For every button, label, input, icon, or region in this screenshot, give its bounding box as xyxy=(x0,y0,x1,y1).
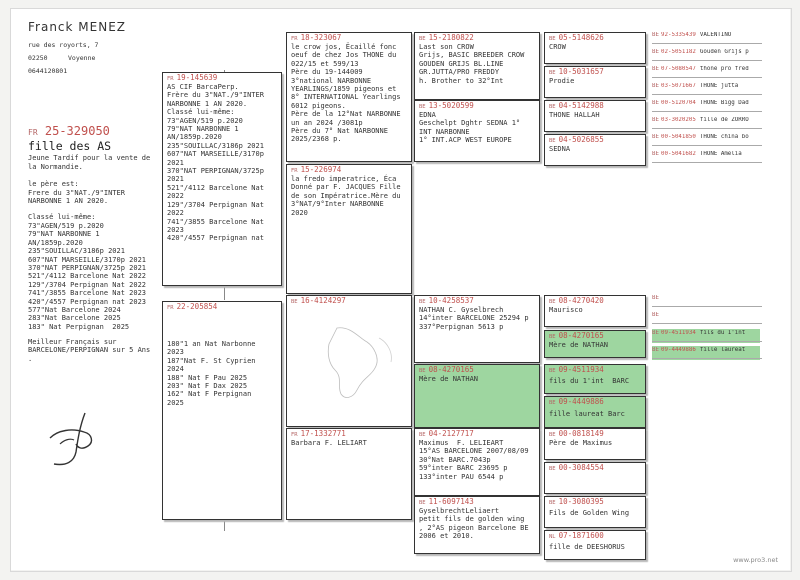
gen4-8-lines xyxy=(549,410,625,418)
pedigree-line: Grijs, BASIC BREEDER CROW xyxy=(419,51,525,60)
gen4-11-ring: 10-3080395 xyxy=(558,497,604,506)
pedigree-line: THONE HALLAH xyxy=(549,111,600,119)
gen3-2-country: BE xyxy=(419,104,426,110)
pedigree-line: h. Brother to 32°Int xyxy=(419,76,504,85)
gen5-underline xyxy=(652,341,762,342)
gen4-8-ring: 09-4449886 xyxy=(558,397,604,406)
gen5-underline xyxy=(652,77,762,78)
sire-line: 607"NAT MARSEILLE/3170p xyxy=(167,150,264,159)
gen3-2-lines xyxy=(419,111,520,145)
gen2-4-country: FR xyxy=(291,432,298,438)
gen3-5-lines xyxy=(419,439,529,481)
pedigree-line: 3°national NARBONNE xyxy=(291,76,372,85)
gen5-country: BE xyxy=(652,295,659,301)
gen4-box-7[interactable] xyxy=(544,364,646,394)
pedigree-line: petit fils de golden wing xyxy=(419,515,525,524)
gen5-text: THONE Amelia xyxy=(699,151,742,157)
footer-url: www.pro3.net xyxy=(733,556,778,564)
dam-line: 2025 xyxy=(167,398,184,407)
gen3-4-lines xyxy=(419,375,478,383)
gen2-1-ring: 18-323067 xyxy=(300,33,342,42)
gen4-box-11[interactable] xyxy=(544,496,646,528)
dam-line: 188" Nat F Pau 2025 xyxy=(167,373,248,382)
subject-name: fille des AS xyxy=(28,139,112,153)
dam-ring xyxy=(167,302,217,313)
subject-classe-line: 283"Nat Barcelone 2025 xyxy=(28,314,121,323)
gen2-3-ring: 16-4124297 xyxy=(300,296,346,305)
subject-country: FR xyxy=(28,128,38,137)
gen4-box-10[interactable] xyxy=(544,462,646,494)
pedigree-line: GOUDEN GRIJS BL.LINE xyxy=(419,59,504,68)
gen5-underline xyxy=(652,43,762,44)
gen5-underline xyxy=(652,358,762,359)
gen5-country: BE xyxy=(652,100,659,106)
pedigree-line: un an 2024 /3081p xyxy=(291,118,363,127)
pedigree-line: 133°inter PAU 6544 p xyxy=(419,472,504,481)
owner-phone: 0644120801 xyxy=(28,67,68,75)
gen3-1-country: BE xyxy=(419,36,426,42)
gen5-text: fille de ZORRO xyxy=(699,117,749,123)
pedigree-line: Maximus F. LELIEART xyxy=(419,439,504,447)
pedigree-line: 6012 pigeons. xyxy=(291,101,346,110)
sire-line: 420"/4557 Perpignan nat xyxy=(167,234,264,243)
gen4-6-country: BE xyxy=(549,334,556,340)
gen4-4-ring: 04-5026855 xyxy=(558,135,604,144)
gen4-2-lines xyxy=(549,77,574,85)
owner-street: rue des royorts, 7 xyxy=(28,41,99,49)
subject-line2: la Normandie. xyxy=(28,162,83,171)
gen2-box-2[interactable] xyxy=(286,164,412,294)
gen4-9-country: BE xyxy=(549,432,556,438)
gen4-7-country: BE xyxy=(549,368,556,374)
pedigree-line: de son Impératrice.Mère du xyxy=(291,191,401,200)
dam-ring-number: 22-205854 xyxy=(176,302,218,311)
gen3-2-ring: 13-5020599 xyxy=(428,101,474,110)
pedigree-line: Père du 7° Nat NARBONNE xyxy=(291,127,388,136)
gen4-7-ring: 09-4511934 xyxy=(558,365,604,374)
gen3-box-1[interactable] xyxy=(414,32,540,100)
gen3-box-6[interactable] xyxy=(414,496,540,554)
gen3-3-ring: 10-4258537 xyxy=(428,296,474,305)
pedigree-line: 8° INTERNATIONAL Yearlings xyxy=(291,93,401,102)
gen4-1-country: BE xyxy=(549,36,556,42)
pedigree-line: 15°AS BARCELONE 2007/08/09 xyxy=(419,447,529,456)
gen4-box-4[interactable] xyxy=(544,134,646,166)
gen5-ring: 02-5051182 xyxy=(660,49,696,55)
gen5-underline xyxy=(652,128,762,129)
gen2-box-1[interactable] xyxy=(286,32,412,162)
pedigree-line: 3°NAT/9°Inter NARBONNE xyxy=(291,200,384,209)
gen3-1-ring: 15-2180822 xyxy=(428,33,474,42)
pedigree-sheet xyxy=(10,8,790,570)
owner-zip: 02250 xyxy=(28,54,48,62)
gen5-text: fille laureat xyxy=(699,347,746,353)
subject-classe-line: 607"NAT MARSEILLE/3170p 2021 xyxy=(28,255,147,264)
dam-line: 187"Nat F. St Cyprien xyxy=(167,356,256,365)
dam-line: 162" Nat F Perpignan xyxy=(167,390,252,399)
pedigree-line: la fredo imperatrice, Éca xyxy=(291,175,397,183)
dam-box[interactable] xyxy=(162,301,282,520)
pedigree-line: Mère de NATHAN xyxy=(549,341,609,349)
pedigree-line: 2025/2368 p. xyxy=(291,135,342,144)
gen3-6-ring: 11-6097143 xyxy=(428,497,474,506)
gen5-underline xyxy=(652,60,762,61)
gen4-box-12[interactable] xyxy=(544,530,646,560)
gen5-country: BE xyxy=(652,117,659,123)
gen4-5-country: BE xyxy=(549,299,556,305)
pedigree-line: Fils de Golden Wing xyxy=(549,509,630,517)
gen3-box-3[interactable] xyxy=(414,295,540,363)
gen3-box-5[interactable] xyxy=(414,428,540,496)
gen4-9-ring: 00-0818149 xyxy=(558,429,604,438)
subject-classe-line: 741"/3855 Barcelone Nat 2023 xyxy=(28,289,147,298)
pedigree-line: 022/15 et 599/13 xyxy=(291,59,359,68)
gen5-country: BE xyxy=(652,49,659,55)
subject-classe-line: AN/1859p.2020 xyxy=(28,238,83,247)
pedigree-line: Mère de NATHAN xyxy=(419,375,479,383)
sire-line: 73"AGEN/519 p.2020 xyxy=(167,116,243,125)
gen5-text: thone pro fred xyxy=(699,66,749,72)
sire-line: 741"/3855 Barcelone Nat xyxy=(167,217,264,226)
gen4-1-ring: 05-5148626 xyxy=(558,33,604,42)
gen5-underline xyxy=(652,162,762,163)
gen4-2-country: BE xyxy=(549,70,556,76)
gen4-box-8[interactable] xyxy=(544,396,646,428)
gen4-2-ring: 10-5031657 xyxy=(558,67,604,76)
gen3-6-lines xyxy=(419,507,529,541)
gen2-4-ring: 17-1332771 xyxy=(300,429,346,438)
owner-name: Franck MENEZ xyxy=(28,20,126,34)
gen4-12-ring: 07-1871600 xyxy=(558,531,604,540)
gen5-underline xyxy=(652,306,762,307)
subject-classe-line: 79"NAT NARBONNE 1 xyxy=(28,230,100,239)
sire-line: Frère du 3"NAT./9"INTER xyxy=(167,91,264,100)
gen3-5-country: BE xyxy=(419,432,426,438)
gen5-text: VALENTINO xyxy=(699,32,732,38)
dam-line: 180"1 an Nat Narbonne xyxy=(167,340,256,348)
subject-best-line: Meilleur Français sur xyxy=(28,338,117,346)
gen5-ring: 00-5120704 xyxy=(660,100,696,106)
gen3-3-lines xyxy=(419,306,529,331)
gen4-box-3[interactable] xyxy=(544,100,646,132)
subject-classe-line: 183" Nat Perpignan 2025 xyxy=(28,322,130,331)
gen2-3-country: BE xyxy=(291,299,298,305)
subject-classe-line: 420"/4557 Perpignan nat 2023 xyxy=(28,297,147,306)
sire-line: 370"NAT PERPIGNAN/3725p xyxy=(167,167,264,176)
gen5-ring: 92-5335439 xyxy=(660,32,696,38)
sire-line: 2021 xyxy=(167,175,184,184)
gen3-box-4[interactable] xyxy=(414,364,540,428)
pedigree-line: YEARLINGS/1859 pigeons et xyxy=(291,85,397,94)
gen3-5-ring: 04-2127717 xyxy=(428,429,474,438)
pedigree-line: Donné par F. JACQUES Fille xyxy=(291,183,401,192)
dam-line: 2023 xyxy=(167,348,184,357)
gen4-box-6[interactable] xyxy=(544,330,646,358)
gen5-underline xyxy=(652,145,762,146)
sire-ring-number: 19-145639 xyxy=(176,73,218,82)
pedigree-line: Père du 19-144009 xyxy=(291,68,363,77)
gen4-5-ring: 08-4270420 xyxy=(558,296,604,305)
subject-best-line: BARCELONE/PERPIGNAN sur 5 Ans xyxy=(28,346,151,355)
subject-classe-line: 73"AGEN/519 p.2020 xyxy=(28,222,104,230)
gen4-3-country: BE xyxy=(549,104,556,110)
gen5-country: BE xyxy=(652,83,659,89)
sire-country: FR xyxy=(167,76,174,82)
gen4-12-lines xyxy=(549,543,625,551)
gen4-11-country: BE xyxy=(549,500,556,506)
gen4-box-2[interactable] xyxy=(544,66,646,98)
pedigree-line: 337°Perpignan 5613 p xyxy=(419,322,504,331)
sire-box[interactable] xyxy=(162,72,282,286)
gen5-country: BE xyxy=(652,151,659,157)
sire-line: 2022 xyxy=(167,192,184,201)
pedigree-line: EDNA xyxy=(419,111,436,119)
gen4-10-ring: 00-3084554 xyxy=(558,463,604,472)
gen2-1-lines xyxy=(291,43,401,144)
gen4-box-9[interactable] xyxy=(544,428,646,460)
gen4-8-country: BE xyxy=(549,400,556,406)
gen5-text: THONE jutta xyxy=(699,83,739,89)
gen5-underline xyxy=(652,323,762,324)
pedigree-line: GyselbrechtLeliaert xyxy=(419,507,500,515)
gen4-6-lines xyxy=(549,341,608,349)
gen4-7-lines xyxy=(549,377,629,385)
subject-sire-head: le père est: xyxy=(28,180,79,188)
subject-classe-line: 129"/3704 Perpignan Nat 2022 xyxy=(28,280,147,289)
pedigree-line: 1° INT.ACP WEST EUROPE xyxy=(419,136,512,145)
pedigree-line: oeuf de chez Jos THONE du xyxy=(291,51,397,60)
gen2-2-lines xyxy=(291,175,401,217)
subject-sire-line: NARBONNE 1 AN 2020. xyxy=(28,196,109,205)
pedigree-line: fille laureat Barc xyxy=(549,410,625,418)
gen5-text: Gouden Grijs p xyxy=(699,49,749,55)
gen4-4-lines xyxy=(549,145,570,153)
pedigree-line: Last son CROW xyxy=(419,43,474,51)
gen4-box-1[interactable] xyxy=(544,32,646,64)
gen5-country: BE xyxy=(652,32,659,38)
gen4-1-lines xyxy=(549,43,566,51)
pedigree-line: , 2°AS pigeon Barcelone BE xyxy=(419,523,529,532)
gen4-9-lines xyxy=(549,439,612,447)
gen2-2-country: FR xyxy=(291,168,298,174)
sire-line: 521"/4112 Barcelone Nat xyxy=(167,183,264,192)
pedigree-line: 2006 et 2010. xyxy=(419,532,474,541)
gen5-ring: 07-5080547 xyxy=(660,66,696,72)
subject-ring-number: 25-329050 xyxy=(44,124,110,138)
subject-classe-line: 521"/4112 Barcelone Nat 2022 xyxy=(28,272,147,281)
dam-line: 203" Nat F Dax 2025 xyxy=(167,382,248,391)
gen4-3-ring: 04-5142988 xyxy=(558,101,604,110)
sire-line: NARBONNE 1 AN 2020. xyxy=(167,99,248,108)
gen4-11-lines xyxy=(549,509,629,517)
gen2-1-country: FR xyxy=(291,36,298,42)
gen4-box-5[interactable] xyxy=(544,295,646,327)
pedigree-line: INT NARBONNE xyxy=(419,127,470,136)
dam-lines xyxy=(167,340,256,407)
sire-line: 235"SOUILLAC/3186p 2021 xyxy=(167,141,264,150)
pedigree-line: NATHAN C. Gyselbrech xyxy=(419,306,504,314)
gen4-10-country: BE xyxy=(549,466,556,472)
subject-sire-line: Frere du 3"NAT./9"INTER xyxy=(28,188,125,197)
pedigree-line: fils du 1'int BARC xyxy=(549,377,630,385)
dam-line: 2024 xyxy=(167,365,184,374)
pedigree-line: GR.JUTTA/PRO FREDDY xyxy=(419,68,500,77)
gen3-4-country: BE xyxy=(419,368,426,374)
gen5-ring: 09-4449886 xyxy=(660,347,696,353)
subject-classe-line: 577"Nat Barcelone 2024 xyxy=(28,306,121,315)
gen5-country: BE xyxy=(652,134,659,140)
gen5-underline xyxy=(652,94,762,95)
gen2-4-lines xyxy=(291,439,367,447)
gen5-underline xyxy=(652,111,762,112)
pedigree-line: SEDNA xyxy=(549,145,571,153)
sire-line: Classé lui-même: xyxy=(167,108,235,117)
gen4-6-ring: 08-4270165 xyxy=(558,331,604,340)
gen5-country: BE xyxy=(652,66,659,72)
pedigree-line: Barbara F. LELIART xyxy=(291,439,367,447)
subject-line1: Jeune Tardif pour la vente de xyxy=(28,154,151,162)
gen2-box-3[interactable] xyxy=(286,295,412,427)
gen5-ring: 03-3020205 xyxy=(660,117,696,123)
pedigree-line: fille de DEESHORUS xyxy=(549,543,625,551)
subject-best-line: . xyxy=(28,354,33,363)
subject-classe-line: 235"SOUILLAC/3186p 2021 xyxy=(28,247,125,256)
subject-classe-line: 370"NAT PERPIGNAN/3725p 2021 xyxy=(28,264,147,273)
gen5-ring: 03-5071667 xyxy=(660,83,696,89)
gen4-4-country: BE xyxy=(549,138,556,144)
pedigree-line: 14°inter BARCELONE 25294 p xyxy=(419,314,529,323)
gen3-6-country: BE xyxy=(419,500,426,506)
sire-line: 2021 xyxy=(167,158,184,167)
gen3-3-country: BE xyxy=(419,299,426,305)
pedigree-line: CROW xyxy=(549,43,566,51)
faint-scan-map-mark xyxy=(307,308,407,418)
gen5-text: THONE china bo xyxy=(699,134,749,140)
pedigree-line: Père de Maximus xyxy=(549,439,613,447)
gen2-2-ring: 15-226974 xyxy=(300,165,342,174)
sire-line: 79"NAT NARBONNE 1 xyxy=(167,125,239,134)
sire-line: AN/1859p.2020 xyxy=(167,133,222,142)
gen5-text: THONE Bigg Dad xyxy=(699,100,749,106)
gen3-box-2[interactable] xyxy=(414,100,540,162)
gen5-ring: 00-5041850 xyxy=(660,134,696,140)
pedigree-line: 2020 xyxy=(291,208,308,217)
gen5-country: BE xyxy=(652,312,659,318)
pedigree-line: Père de la 12°Nat NARBONNE xyxy=(291,110,401,119)
pedigree-line: Geschelpt Dghtr SEDNA 1° xyxy=(419,119,521,128)
pedigree-line: 30°Nat BARC.7043p xyxy=(419,455,491,464)
sire-line: 129"/3704 Perpignan Nat xyxy=(167,200,264,209)
owner-city: Voyenne xyxy=(68,54,96,62)
dam-country: FR xyxy=(167,305,174,311)
gen2-box-4[interactable] xyxy=(286,428,412,520)
gen5-ring: 09-4511934 xyxy=(660,330,696,336)
pedigree-line: 59°inter BARC 23695 p xyxy=(419,464,508,473)
sire-lines xyxy=(167,83,264,243)
gen5-country: BE xyxy=(652,347,659,353)
sire-line: 2023 xyxy=(167,225,184,234)
gen4-12-country: NL xyxy=(549,534,556,540)
pedigree-line: le crow jos, Ëcaillé fonc xyxy=(291,43,397,51)
gen5-ring: 00-5041682 xyxy=(660,151,696,157)
gen5-text: fils du 1'int xyxy=(699,330,746,336)
gen4-5-lines xyxy=(549,306,583,314)
pedigree-line: Maurisco xyxy=(549,306,583,314)
sire-line: 2022 xyxy=(167,209,184,218)
pedigree-line: Prodie xyxy=(549,77,575,85)
gen3-4-ring: 08-4270165 xyxy=(428,365,474,374)
gen3-1-lines xyxy=(419,43,524,85)
subject-classe-head: Classé lui-même: xyxy=(28,213,96,221)
sire-line: AS CIF BarcaPerp. xyxy=(167,83,239,91)
gen5-country: BE xyxy=(652,330,659,336)
gen4-3-lines xyxy=(549,111,600,119)
